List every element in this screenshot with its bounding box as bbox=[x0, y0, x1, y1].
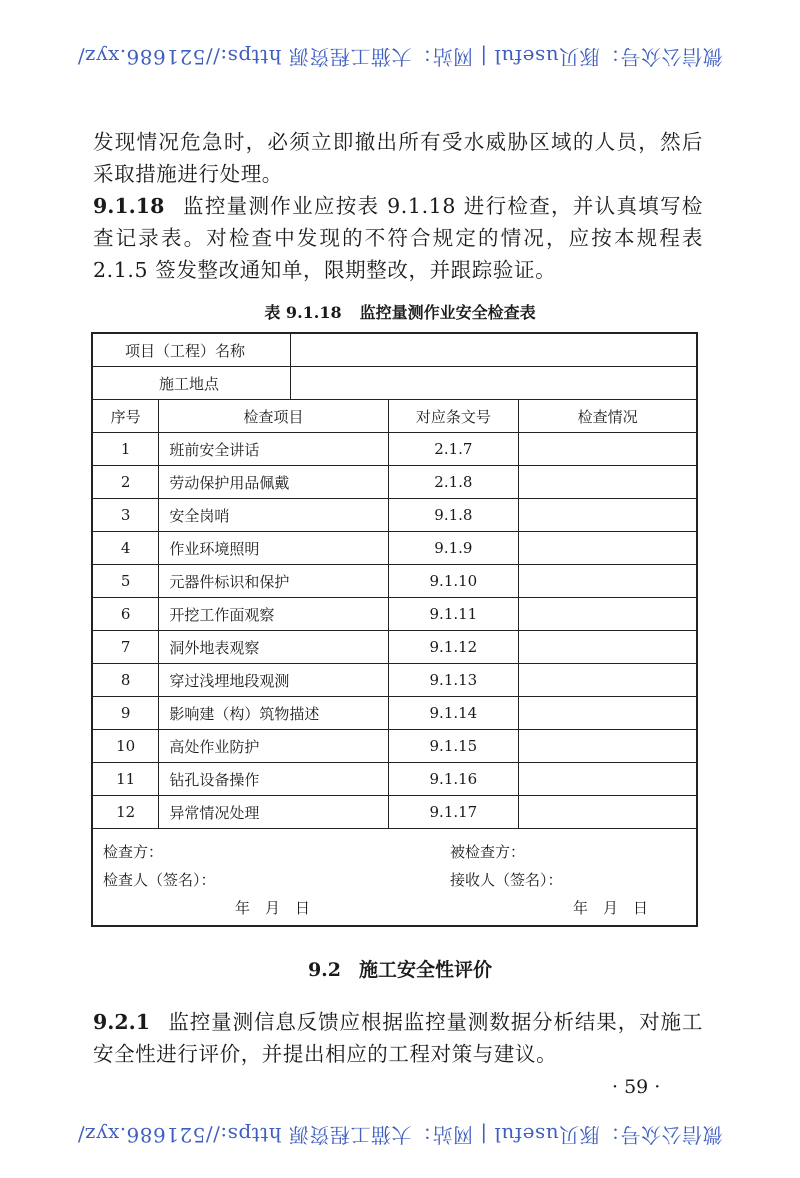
row-item: 洞外地表观察 bbox=[159, 631, 388, 664]
paragraph-text: 发现情况危急时，必须立即撤出所有受水威胁区域的人员，然后采取措施进行处理。 bbox=[93, 130, 703, 186]
row-status[interactable] bbox=[519, 598, 697, 631]
page-number: · 59 · bbox=[612, 1076, 661, 1098]
section-number: 9.2 bbox=[307, 959, 342, 981]
row-no: 8 bbox=[92, 664, 159, 697]
row-item: 劳动保护用品佩戴 bbox=[159, 466, 388, 499]
row-clause: 2.1.7 bbox=[388, 433, 519, 466]
table-row bbox=[92, 598, 697, 631]
row-no: 5 bbox=[92, 565, 159, 598]
header-item: 检查项目 bbox=[159, 400, 388, 433]
row-item: 元器件标识和保护 bbox=[159, 565, 388, 598]
row-status[interactable] bbox=[519, 730, 697, 763]
header-status: 检查情况 bbox=[519, 400, 697, 433]
section-title: 施工安全性评价 bbox=[359, 959, 493, 981]
signature-block bbox=[92, 829, 697, 927]
row-no: 11 bbox=[92, 763, 159, 796]
row-item: 开挖工作面观察 bbox=[159, 598, 388, 631]
header-no: 序号 bbox=[92, 400, 159, 433]
row-no: 6 bbox=[92, 598, 159, 631]
paragraph-continuation bbox=[93, 126, 703, 190]
row-no: 1 bbox=[92, 433, 159, 466]
signature-row bbox=[92, 829, 697, 927]
clause-text: 监控量测信息反馈应根据监控量测数据分析结果，对施工安全性进行评价，并提出相应的工程对策与建议。 bbox=[93, 1010, 703, 1066]
row-status[interactable] bbox=[519, 565, 697, 598]
table-row bbox=[92, 763, 697, 796]
row-status[interactable] bbox=[519, 532, 697, 565]
watermark-top: 微信公众号：豚贝useful | 网站：大猫工程资源 https://521686.xyz/ bbox=[77, 45, 723, 69]
project-name-value[interactable] bbox=[290, 333, 697, 367]
table-number: 表 9.1.18 bbox=[264, 303, 342, 322]
row-clause: 9.1.11 bbox=[388, 598, 519, 631]
row-item: 影响建（构）筑物描述 bbox=[159, 697, 388, 730]
row-item: 异常情况处理 bbox=[159, 796, 388, 829]
clause-number: 9.2.1 bbox=[93, 1010, 151, 1034]
inspected-party-label: 被检查方： bbox=[450, 843, 526, 861]
watermark-bottom: 微信公众号：豚贝useful | 网站：大猫工程资源 https://521686.xyz/ bbox=[77, 1123, 723, 1147]
row-no: 4 bbox=[92, 532, 159, 565]
row-status[interactable] bbox=[519, 763, 697, 796]
row-clause: 9.1.15 bbox=[388, 730, 519, 763]
location-value[interactable] bbox=[290, 367, 697, 400]
row-status[interactable] bbox=[519, 499, 697, 532]
inspector-date-label: 年 月 日 bbox=[235, 899, 311, 917]
row-status[interactable] bbox=[519, 433, 697, 466]
row-item: 安全岗哨 bbox=[159, 499, 388, 532]
table-caption bbox=[0, 300, 800, 323]
table-row bbox=[92, 631, 697, 664]
location-row bbox=[92, 367, 697, 400]
section-heading bbox=[0, 955, 800, 982]
clause-9-2-1 bbox=[93, 1006, 703, 1070]
table-row bbox=[92, 466, 697, 499]
project-name-label: 项目（工程）名称 bbox=[92, 333, 290, 367]
row-status[interactable] bbox=[519, 697, 697, 730]
row-clause: 9.1.12 bbox=[388, 631, 519, 664]
clause-text: 监控量测作业应按表 9.1.18 进行检查，并认真填写检查记录表。对检查中发现的不符合规定的情况，应按本规程表 2.1.5 签发整改通知单，限期整改，并跟踪验证。 bbox=[93, 194, 703, 282]
receiver-sign-label: 接收人（签名）： bbox=[450, 871, 563, 889]
table-row bbox=[92, 697, 697, 730]
row-clause: 9.1.16 bbox=[388, 763, 519, 796]
table-title: 监控量测作业安全检查表 bbox=[359, 303, 536, 322]
row-item: 钻孔设备操作 bbox=[159, 763, 388, 796]
row-item: 穿过浅埋地段观测 bbox=[159, 664, 388, 697]
table-row bbox=[92, 499, 697, 532]
safety-check-table bbox=[91, 332, 698, 927]
inspector-sign-label: 检查人（签名）： bbox=[103, 871, 216, 889]
row-clause: 9.1.13 bbox=[388, 664, 519, 697]
table-row bbox=[92, 796, 697, 829]
row-clause: 9.1.17 bbox=[388, 796, 519, 829]
row-no: 10 bbox=[92, 730, 159, 763]
row-item: 班前安全讲话 bbox=[159, 433, 388, 466]
row-clause: 9.1.9 bbox=[388, 532, 519, 565]
project-name-row bbox=[92, 333, 697, 367]
clause-number: 9.1.18 bbox=[93, 194, 165, 218]
row-item: 高处作业防护 bbox=[159, 730, 388, 763]
row-no: 12 bbox=[92, 796, 159, 829]
location-label: 施工地点 bbox=[92, 367, 290, 400]
row-clause: 2.1.8 bbox=[388, 466, 519, 499]
row-clause: 9.1.14 bbox=[388, 697, 519, 730]
row-status[interactable] bbox=[519, 664, 697, 697]
clause-9-1-18 bbox=[93, 190, 703, 286]
table-row bbox=[92, 664, 697, 697]
table-row bbox=[92, 730, 697, 763]
row-clause: 9.1.8 bbox=[388, 499, 519, 532]
receiver-date-label: 年 月 日 bbox=[573, 899, 649, 917]
row-no: 3 bbox=[92, 499, 159, 532]
row-item: 作业环境照明 bbox=[159, 532, 388, 565]
row-status[interactable] bbox=[519, 631, 697, 664]
inspector-party-label: 检查方： bbox=[103, 843, 164, 861]
table-row bbox=[92, 532, 697, 565]
header-row bbox=[92, 400, 697, 433]
row-no: 2 bbox=[92, 466, 159, 499]
table-row bbox=[92, 565, 697, 598]
row-clause: 9.1.10 bbox=[388, 565, 519, 598]
row-status[interactable] bbox=[519, 466, 697, 499]
row-no: 7 bbox=[92, 631, 159, 664]
header-clause: 对应条文号 bbox=[388, 400, 519, 433]
row-status[interactable] bbox=[519, 796, 697, 829]
table-row bbox=[92, 433, 697, 466]
row-no: 9 bbox=[92, 697, 159, 730]
